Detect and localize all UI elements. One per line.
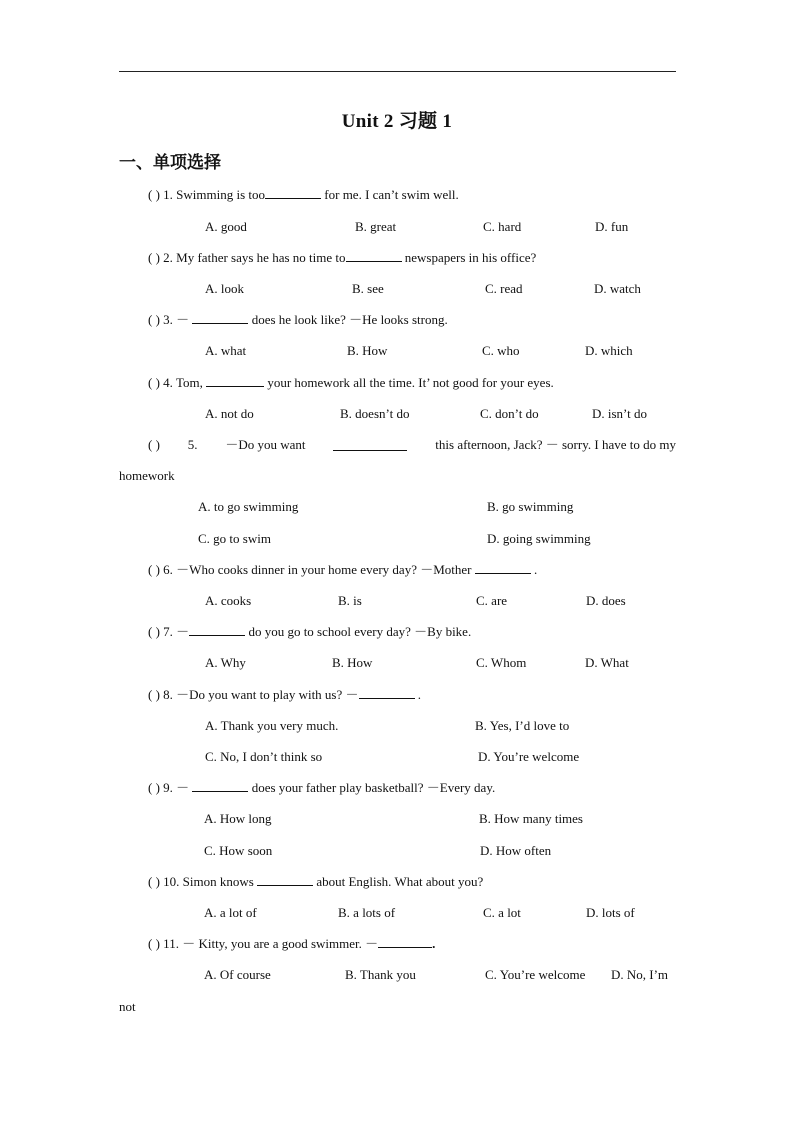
question-11-continuation: not (119, 999, 136, 1014)
question-stem-post: this afternoon, Jack? － sorry. I have to do my (435, 437, 676, 452)
answer-blank[interactable] (475, 561, 531, 574)
option-b: B. a lots of (338, 905, 396, 920)
option-d: D. watch (594, 281, 641, 296)
answer-paren: ( ) (148, 562, 160, 577)
answer-blank[interactable] (378, 935, 432, 948)
question-2 (148, 249, 536, 267)
option-a: A. How long (204, 811, 272, 826)
question-stem-pre: － (176, 312, 193, 327)
question-number: 6. (163, 562, 173, 577)
option-b: B. great (355, 219, 397, 234)
answer-paren: ( ) (148, 936, 160, 951)
option-b: B. see (352, 281, 384, 296)
option-d: D. going swimming (487, 531, 591, 546)
option-c: C. hard (483, 219, 522, 234)
option-d: D. What (585, 655, 629, 670)
question-10 (148, 873, 483, 891)
option-c: C. go to swim (198, 531, 271, 546)
question-number: 7. (163, 624, 173, 639)
option-d: D. does (586, 593, 626, 608)
option-d: D. lots of (586, 905, 635, 920)
question-8 (148, 686, 421, 704)
question-stem-pre: － (176, 624, 190, 639)
option-b: B. How many times (479, 811, 583, 826)
answer-paren: ( ) (148, 312, 160, 327)
question-11 (148, 935, 435, 953)
option-c: C. read (485, 281, 523, 296)
answer-blank[interactable] (257, 873, 313, 886)
question-stem-pre: －Do you want (225, 437, 306, 452)
answer-paren: ( ) (148, 187, 160, 202)
option-c: C. Whom (476, 655, 527, 670)
option-a: A. look (205, 281, 244, 296)
option-a: A. cooks (205, 593, 252, 608)
question-stem-post: . (414, 687, 422, 702)
answer-blank[interactable] (192, 779, 248, 792)
question-stem-post: newspapers in his office? (401, 250, 537, 265)
option-c: C. who (482, 343, 520, 358)
option-b: B. How (347, 343, 388, 358)
option-c: C. are (476, 593, 508, 608)
option-a: A. what (205, 343, 247, 358)
option-c: C. don’t do (480, 406, 539, 421)
question-stem-post: . (530, 562, 538, 577)
option-a: A. Thank you very much. (205, 718, 339, 733)
question-3 (148, 311, 448, 329)
question-number: 5. (187, 437, 198, 452)
answer-paren: ( ) (148, 780, 160, 795)
question-number: 10. (163, 874, 180, 889)
answer-blank[interactable] (265, 186, 321, 199)
question-number: 11. (163, 936, 179, 951)
answer-paren: ( ) (148, 375, 160, 390)
option-b: B. is (338, 593, 362, 608)
question-6 (148, 561, 537, 579)
option-b: B. Thank you (345, 967, 416, 982)
question-9 (148, 779, 495, 797)
question-stem-pre: －Do you want to play with us? － (176, 687, 359, 702)
question-number: 8. (163, 687, 173, 702)
answer-blank[interactable] (192, 311, 248, 324)
option-a: A. good (205, 219, 247, 234)
option-c: C. a lot (483, 905, 521, 920)
answer-blank[interactable] (333, 438, 407, 451)
header-rule (119, 71, 676, 72)
answer-blank[interactable] (346, 249, 402, 262)
question-stem-post: for me. I can’t swim well. (321, 187, 459, 202)
question-1 (148, 186, 459, 204)
option-c: C. How soon (204, 843, 273, 858)
option-d: D. No, I’m (611, 967, 669, 982)
question-stem-post: your homework all the time. It’ not good for your eyes. (264, 375, 554, 390)
option-a: A. a lot of (204, 905, 257, 920)
question-7 (148, 623, 471, 641)
question-stem-pre: Tom, (175, 375, 207, 390)
question-5-continuation: homework (119, 468, 175, 483)
option-b: B. go swimming (487, 499, 574, 514)
answer-blank[interactable] (359, 686, 415, 699)
option-c: C. No, I don’t think so (205, 749, 323, 764)
answer-paren: ( ) (148, 624, 160, 639)
question-number: 1. (163, 187, 173, 202)
question-5 (148, 436, 676, 454)
option-a: A. not do (205, 406, 254, 421)
option-b: B. doesn’t do (340, 406, 410, 421)
question-stem-post: do you go to school every day? －By bike. (245, 624, 472, 639)
question-stem-pre: － Kitty, you are a good swimmer. － (182, 936, 379, 951)
question-stem-pre: Simon knows (182, 874, 258, 889)
answer-paren: ( ) (148, 687, 160, 702)
answer-paren: ( ) (148, 250, 160, 265)
question-number: 2. (163, 250, 173, 265)
option-d: D. isn’t do (592, 406, 648, 421)
question-number: 9. (163, 780, 173, 795)
question-4 (148, 374, 554, 392)
answer-blank[interactable] (189, 623, 245, 636)
question-number: 3. (163, 312, 173, 327)
question-stem-pre: － (176, 780, 193, 795)
answer-paren: ( ) (148, 437, 160, 452)
option-b: B. Yes, I’d love to (475, 718, 570, 733)
option-a: A. Why (205, 655, 246, 670)
question-stem-post: . (432, 936, 436, 951)
question-stem-pre: Swimming is too (176, 187, 266, 202)
question-stem-post: does your father play basketball? －Every day. (248, 780, 496, 795)
option-d: D. How often (480, 843, 552, 858)
question-stem-pre: My father says he has no time to (176, 250, 346, 265)
question-stem-post: does he look like? －He looks strong. (248, 312, 448, 327)
question-number: 4. (163, 375, 173, 390)
option-a: A. to go swimming (198, 499, 299, 514)
option-b: B. How (332, 655, 373, 670)
option-c: C. You’re welcome (485, 967, 586, 982)
option-a: A. Of course (204, 967, 271, 982)
question-stem-pre: －Who cooks dinner in your home every day? －Mother (176, 562, 475, 577)
option-d: D. which (585, 343, 633, 358)
answer-blank[interactable] (206, 374, 264, 387)
answer-paren: ( ) (148, 874, 160, 889)
section-heading: 一、单项选择 (119, 153, 221, 173)
question-stem-post: about English. What about you? (313, 874, 484, 889)
option-d: D. You’re welcome (478, 749, 580, 764)
page-title: Unit 2 习题 1 (341, 111, 453, 132)
option-d: D. fun (595, 219, 629, 234)
